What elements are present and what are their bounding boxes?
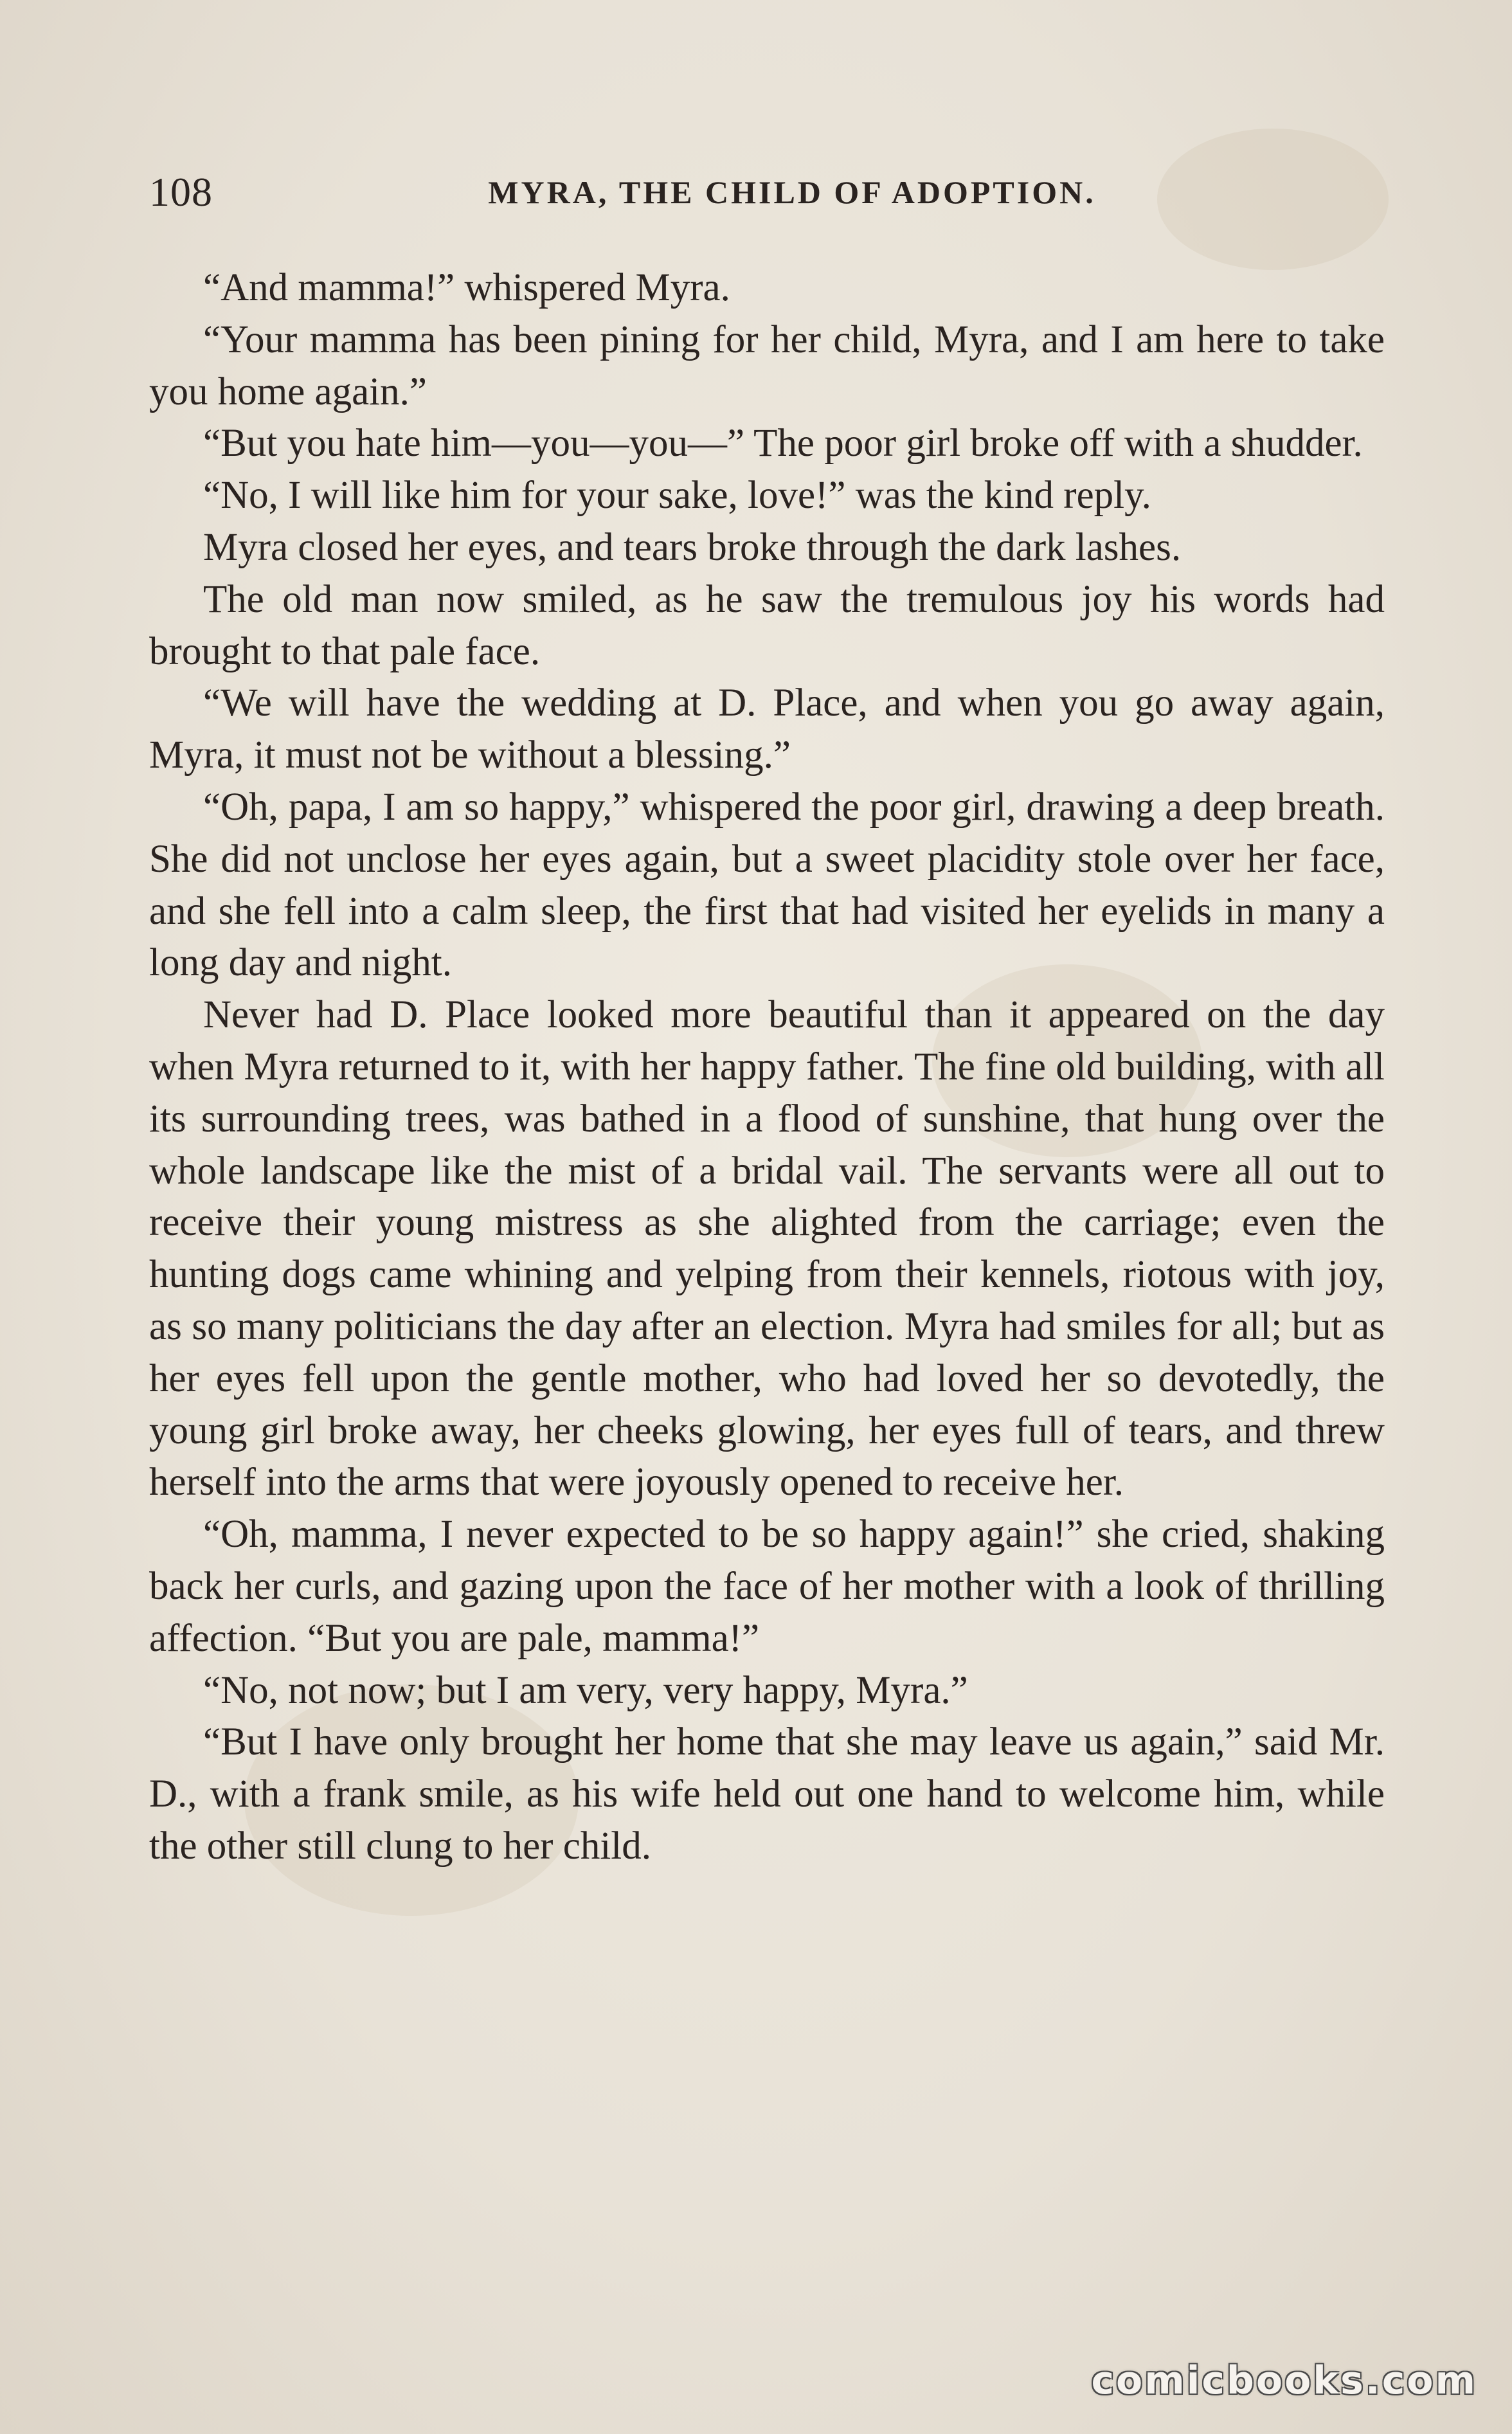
paragraph: “No, not now; but I am very, very happy, Myra.” [203,1668,968,1712]
paragraph: “And mamma!” whispered Myra. [203,266,730,309]
page-header [149,168,1383,220]
paragraph: “Your mamma has been pining for her child, Myra, and I am here to take you home again.” [149,318,1385,413]
watermark: comicbooks.com [1091,2358,1477,2403]
paragraph: “But I have only brought her home that she may leave us again,” said Mr. D., with a frank smile, as his wife held out one hand to welcome him, while the other still clung to her child. [149,1720,1385,1868]
body-text [149,262,1385,1873]
paragraph: Myra closed her eyes, and tears broke through the dark lashes. [203,525,1182,569]
paragraph: “Oh, mamma, I never expected to be so happy again!” she cried, shaking back her curls, and gazing upon the face of her mother with a look of thrilling affection. “But you are pale, mamma!” [149,1513,1385,1660]
page-number: 108 [149,169,213,215]
running-head: MYRA, THE CHILD OF ADOPTION. [488,174,1096,210]
paragraph: “But you hate him—you—you—” The poor girl broke off with a shudder. [203,422,1363,465]
paragraph: Never had D. Place looked more beautiful than it appeared on the day when Myra returned to it, with her happy father. The fine old building, with all its surrounding trees, was bathed in a flood of sunshine, that hung over the whole landscape like the mist of a bridal vail. The servants were all out to receive their young mistress as she alighted from the carriage; even the hunting dogs came whining and yelping from their kennels, riotous with joy, as so many politicians the day after an election. Myra had smiles for all; but as her eyes fell upon the gentle mother, who had loved her so devotedly, the young girl broke away, her cheeks glowing, her eyes full of tears, and threw herself into the arms that were joyously opened to receive her. [149,993,1385,1504]
paragraph: The old man now smiled, as he saw the tremulous joy his words had brought to that pale face. [149,577,1385,673]
paragraph: “Oh, papa, I am so happy,” whispered the poor girl, drawing a deep breath. She did not unclose her eyes again, but a sweet placidity stole over her face, and she fell into a calm sleep, the first that had visited her eyelids in many a long day and night. [149,785,1385,985]
paragraph: “No, I will like him for your sake, love!” was the kind reply. [203,474,1151,518]
paragraph: “We will have the wedding at D. Place, and when you go away again, Myra, it must not be without a blessing.” [149,681,1385,777]
